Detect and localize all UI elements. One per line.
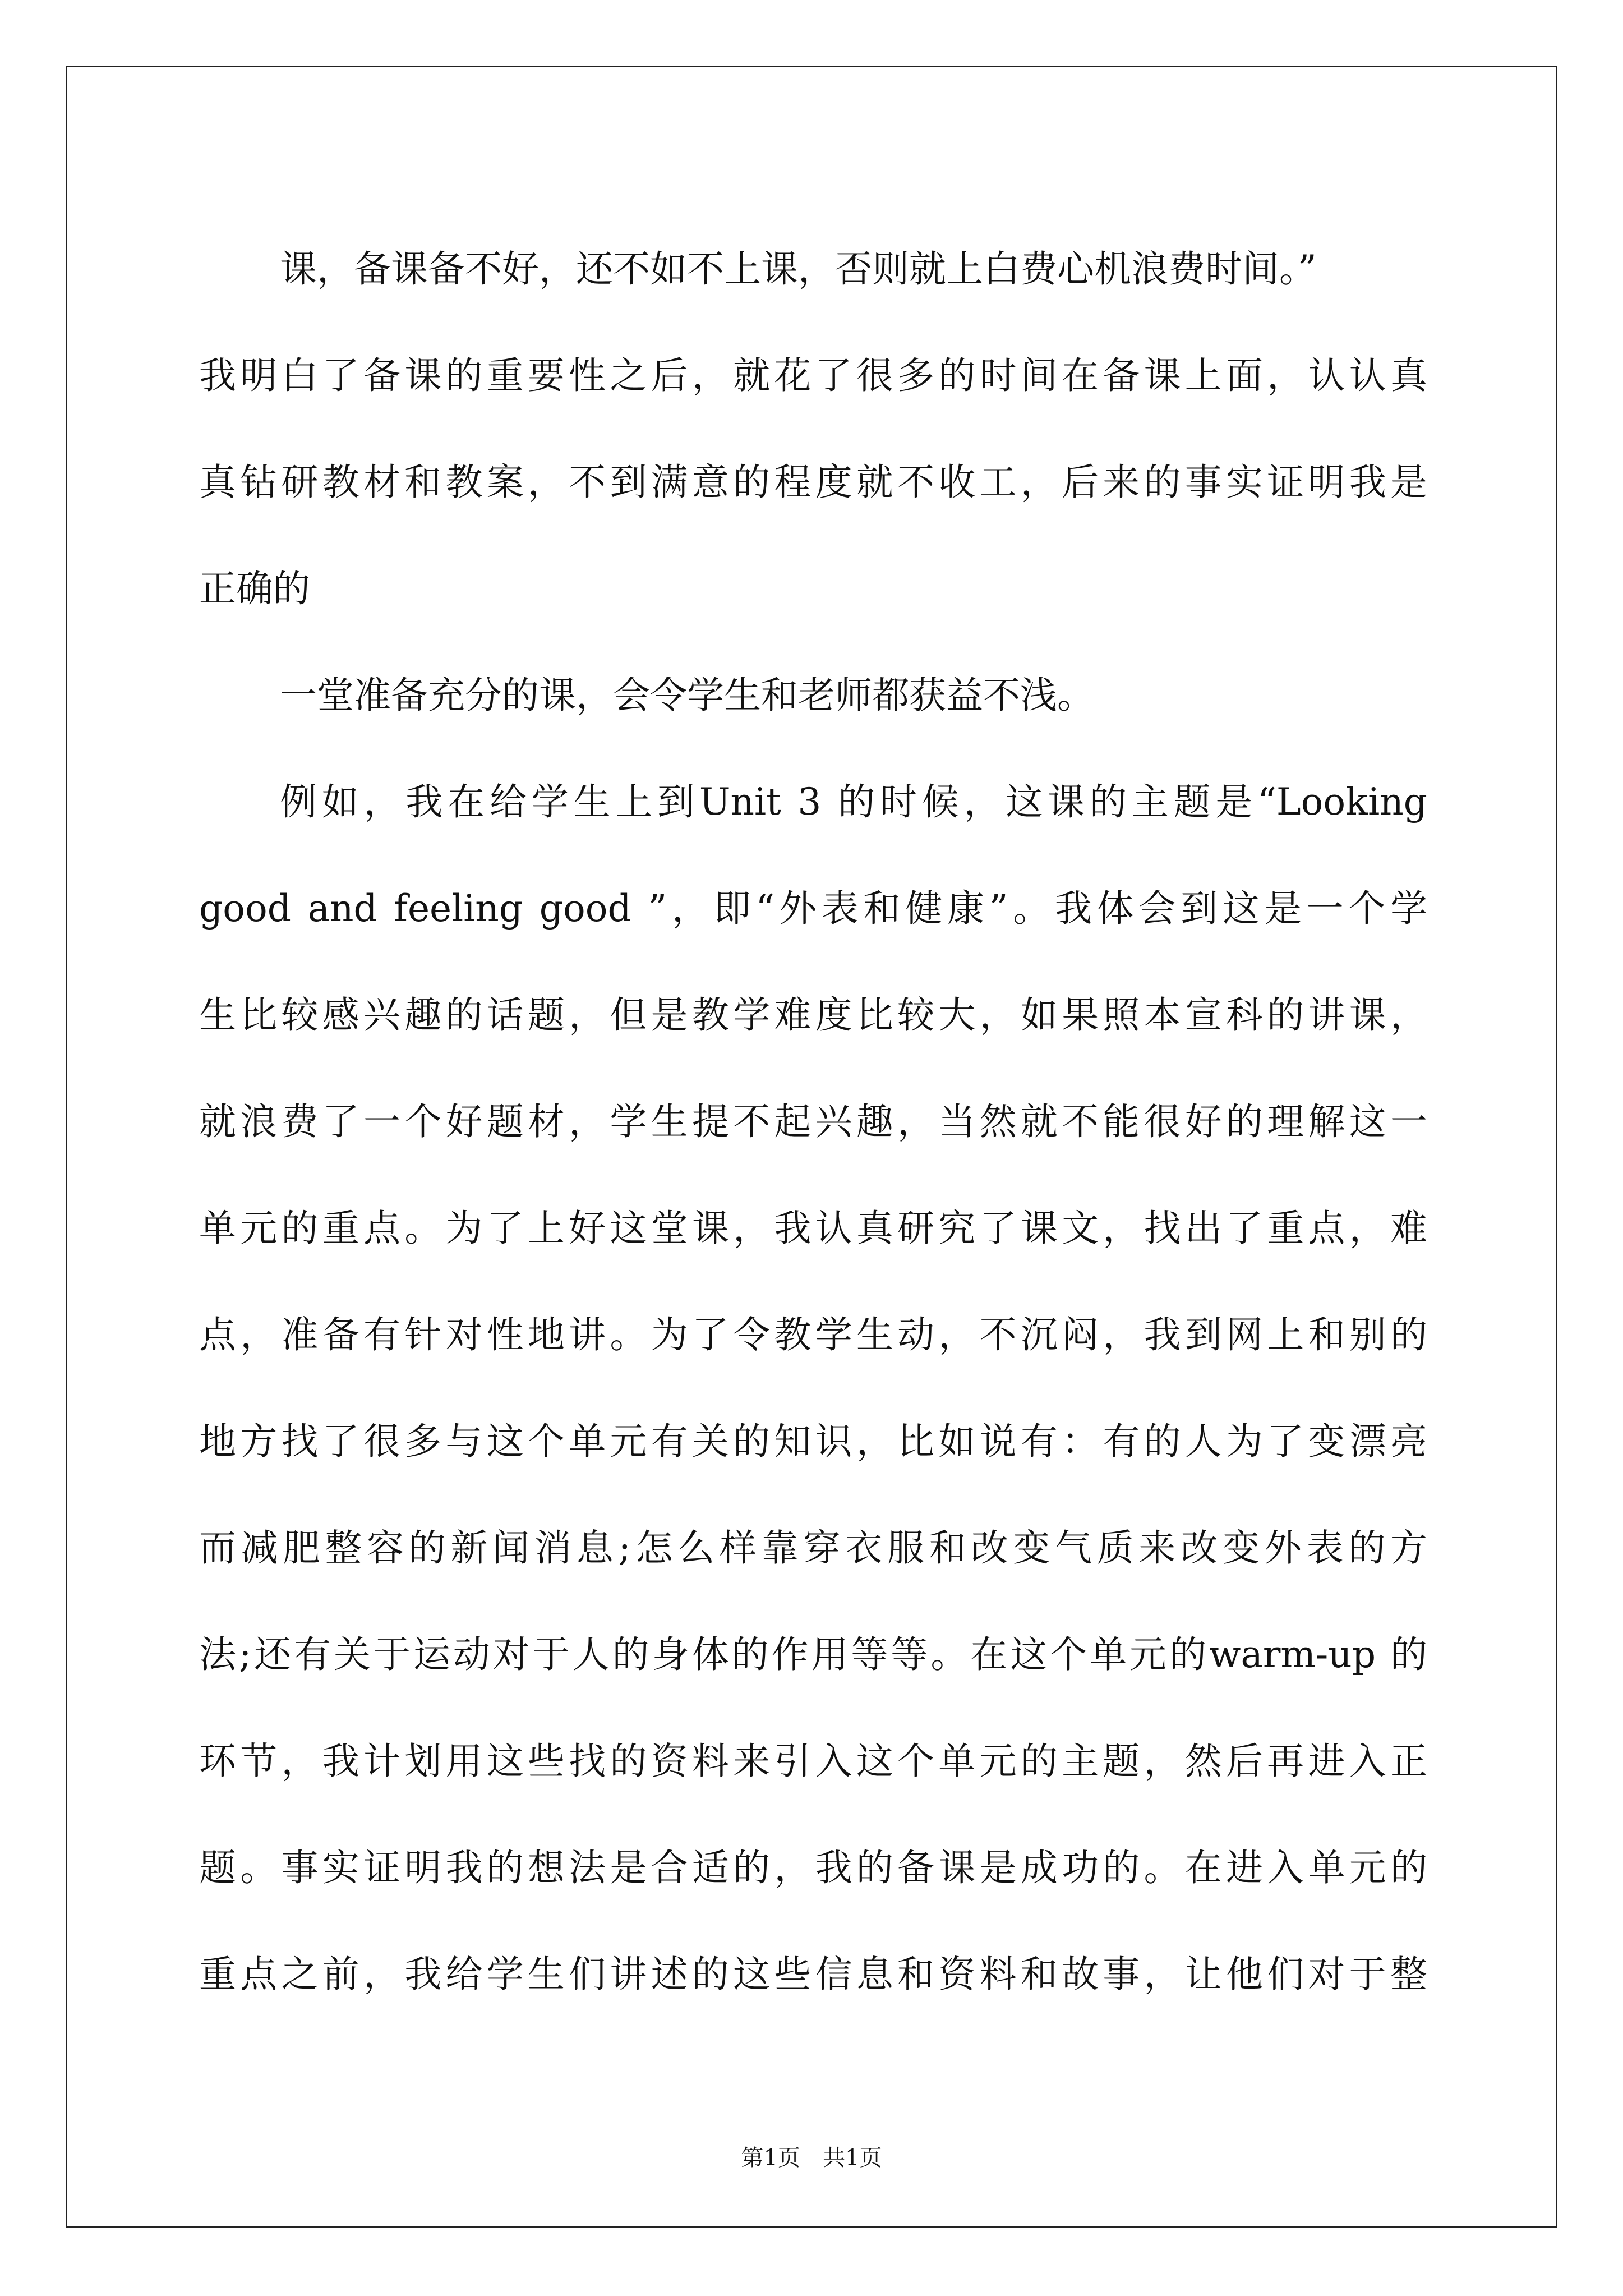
- text-line: 点，准备有针对性地讲。为了令教学生动，不沉闷，我到网上和别的: [199, 1313, 1427, 1356]
- document-body: [199, 216, 1427, 2028]
- text-line: 课，备课备不好，还不如不上课，否则就上白费心机浪费时间。”: [280, 247, 1317, 291]
- text-line: 我明白了备课的重要性之后，就花了很多的时间在备课上面，认认真: [199, 354, 1427, 397]
- text-line: 法;还有关于运动对于人的身体的作用等等。在这个单元的warm-up 的: [199, 1633, 1427, 1676]
- text-line: 一堂准备充分的课，会令学生和老师都获益不浅。: [280, 674, 1094, 717]
- page-number: 第1页 共1页: [741, 2145, 882, 2171]
- text-line: 单元的重点。为了上好这堂课，我认真研究了课文，找出了重点，难: [199, 1207, 1427, 1250]
- text-line: 生比较感兴趣的话题，但是教学难度比较大，如果照本宣科的讲课，: [199, 993, 1427, 1037]
- text-line: 题。事实证明我的想法是合适的，我的备课是成功的。在进入单元的: [199, 1846, 1427, 1889]
- text-line: 地方找了很多与这个单元有关的知识，比如说有：有的人为了变漂亮: [199, 1420, 1427, 1463]
- text-line: 而减肥整容的新闻消息;怎么样靠穿衣服和改变气质来改变外表的方: [199, 1526, 1427, 1570]
- text-line: 真钻研教材和教案，不到满意的程度就不收工，后来的事实证明我是: [199, 461, 1427, 504]
- text-line: 例如，我在给学生上到Unit 3 的时候，这课的主题是“Looking: [280, 780, 1427, 823]
- text-line: good and feeling good ”，即“外表和健康”。我体会到这是一个学: [199, 887, 1427, 930]
- text-line: 重点之前，我给学生们讲述的这些信息和资料和故事，让他们对于整: [199, 1953, 1427, 1996]
- text-line: 环节，我计划用这些找的资料来引入这个单元的主题，然后再进入正: [199, 1740, 1427, 1783]
- text-line: 正确的: [199, 567, 310, 610]
- text-line: 就浪费了一个好题材，学生提不起兴趣，当然就不能很好的理解这一: [199, 1100, 1427, 1143]
